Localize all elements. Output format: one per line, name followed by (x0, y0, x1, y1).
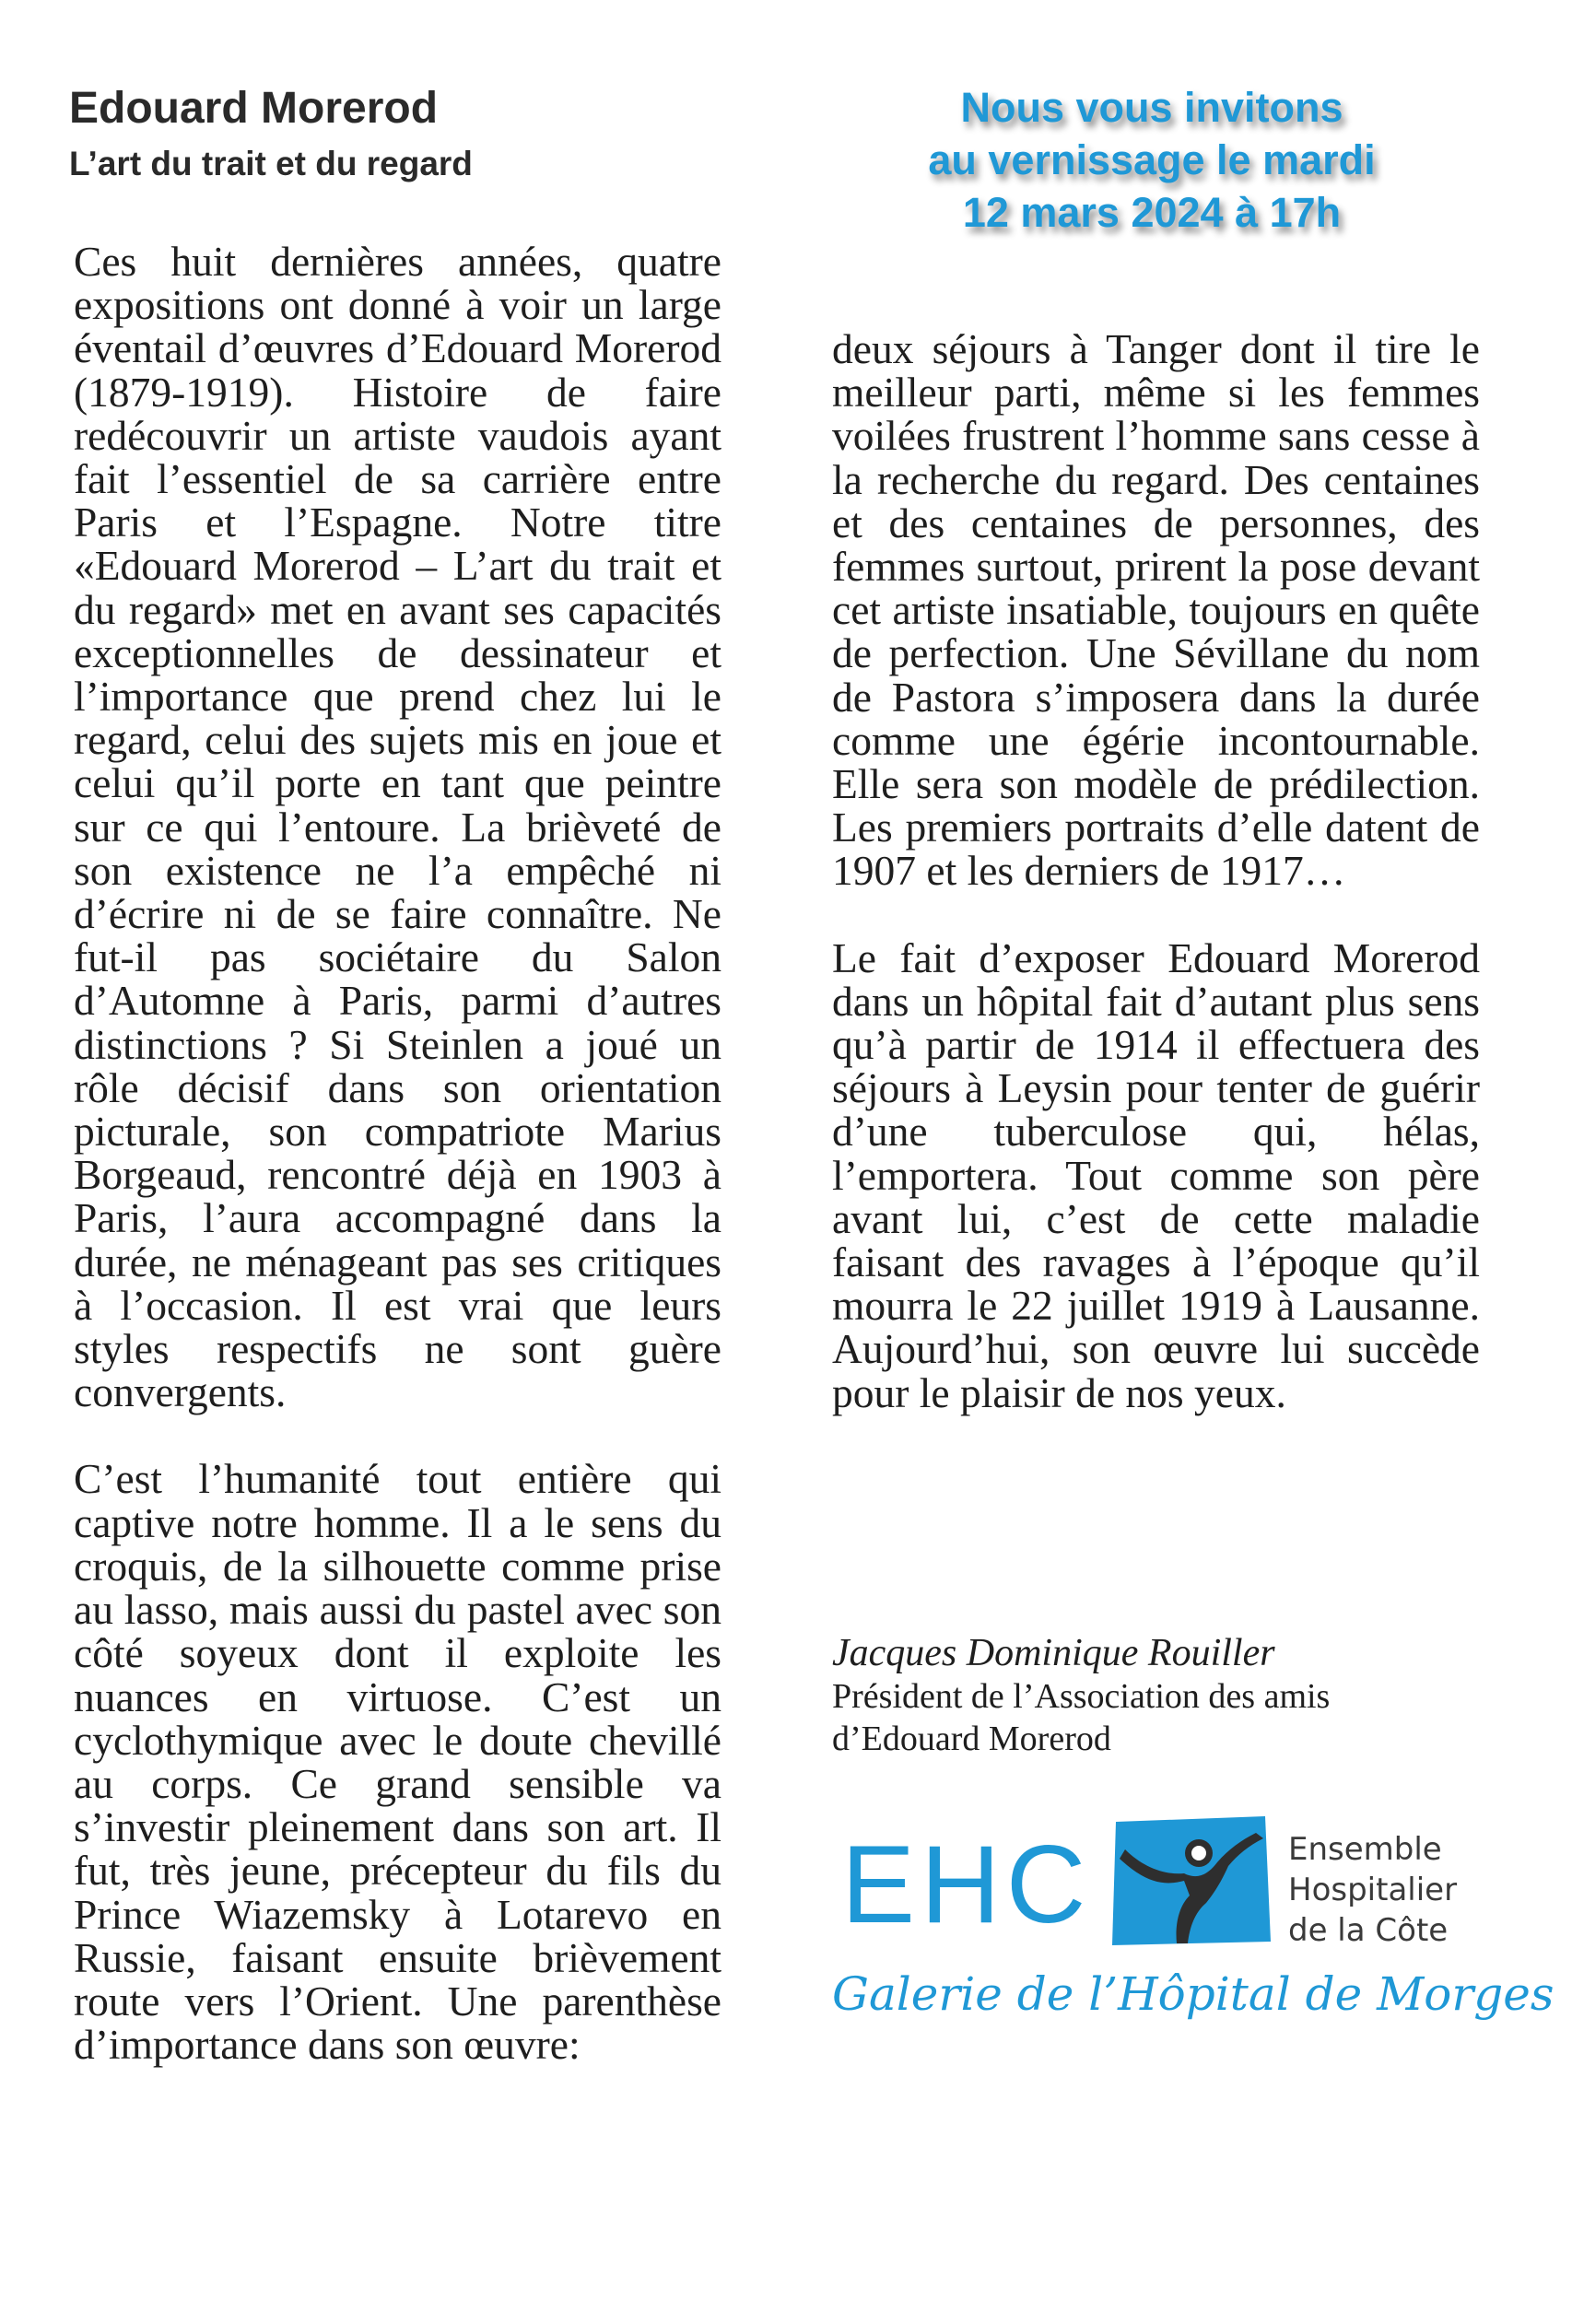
institution-name (1288, 1829, 1457, 1951)
paragraph: C’est l’humanité tout entière qui captive notre homme. Il a le sens du croquis, de la silhouette comme prise au lasso, mais aussi du pastel avec son côté soyeux dont il exploite les nuances en virtuose. C’est un cyclothymique avec le doute chevillé au corps. Ce grand sensible va s’investir pleinement dans son art. Il fut, très jeune, précepteur du fils du Prince Wiazemsky à Lotarevo en Russie, faisant ensuite brièvement route vers l’Orient. Une parenthèse d’importance dans son œuvre: (74, 1455, 721, 2069)
institution-name-line: Hospitalier (1288, 1872, 1458, 1908)
invitation-line: 12 mars 2024 à 17h (962, 189, 1342, 236)
left-column (74, 238, 721, 2069)
author-name: Jacques Dominique Rouiller (832, 1632, 1275, 1674)
article-subtitle: L’art du trait et du regard (69, 145, 473, 182)
author-role: Président de l’Association des amis (832, 1677, 1331, 1716)
signature-block (832, 1631, 1496, 1760)
invitation-line: au vernissage le mardi (928, 136, 1376, 183)
gallery-name: Galerie de l’Hôpital de Morges (832, 1967, 1554, 2021)
logo-acronym: EHC (841, 1823, 1092, 1946)
article-title: Edouard Morerod (69, 84, 439, 133)
author-role: d’Edouard Morerod (832, 1720, 1111, 1758)
paragraph: deux séjours à Tanger dont il tire le meilleur parti, même si les femmes voilées frustrent l’homme sans cesse à la recherche du regard. Des centaines et des centaines de personnes, des femmes surtout, prirent la pose devant cet artiste insatiable, toujours en quête de perfection. Une Sévillane du nom de Pastora s’imposera dans la durée comme une égérie incontournable. Elle sera son modèle de prédilection. Les premiers portraits d’elle datent de 1907 et les derniers de 1917… (832, 325, 1480, 895)
paragraph: Ces huit dernières années, quatre expositions ont donné à voir un large éventail d’œuvres d’Edouard Morerod (1879-1919). Histoire de faire redécouvrir un artiste vaudois ayant fait l’essentiel de sa carrière entre Paris et l’Espagne. Notre titre «Edouard Morerod – L’art du trait et du regard» met en avant ses capacités exceptionnelles de dessinateur et l’importance que prend chez lui le regard, celui des sujets mis en joue et celui qu’il porte en tant que peintre sur ce qui l’entoure. La brièveté de son existence ne l’a empêché ni d’écrire ni de se faire connaître. Ne fut-il pas sociétaire du Salon d’Automne à Paris, parmi d’autres distinctions ? Si Steinlen a joué un rôle décisif dans son orientation picturale, son compatriote Marius Borgeaud, rencontré déjà en 1903 à Paris, l’aura accompagné dans la durée, ne ménageant pas ses critiques à l’occasion. Il est vrai que leurs styles respectifs ne sont guère convergents. (74, 238, 721, 1416)
invitation-banner (857, 81, 1447, 239)
ehc-logo (832, 1811, 1554, 2032)
invitation-line: Nous vous invitons (960, 84, 1343, 131)
institution-name-line: Ensemble (1288, 1831, 1442, 1868)
paragraph: Le fait d’exposer Edouard Morerod dans un hôpital fait d’autant plus sens qu’à partir de 1914 il effectuera des séjours à Leysin pour tenter de guérir d’une tuberculose qui, hélas, l’emportera. Tout comme son père avant lui, c’est de cette maladie faisant des ravages à l’époque qu’il mourra le 22 juillet 1919 à Lausanne. Aujourd’hui, son œuvre lui succède pour le plaisir de nos yeux. (832, 933, 1480, 1416)
institution-name-line: de la Côte (1288, 1912, 1449, 1949)
right-column (832, 327, 1480, 1414)
person-arms-raised-icon (1099, 1811, 1274, 1949)
